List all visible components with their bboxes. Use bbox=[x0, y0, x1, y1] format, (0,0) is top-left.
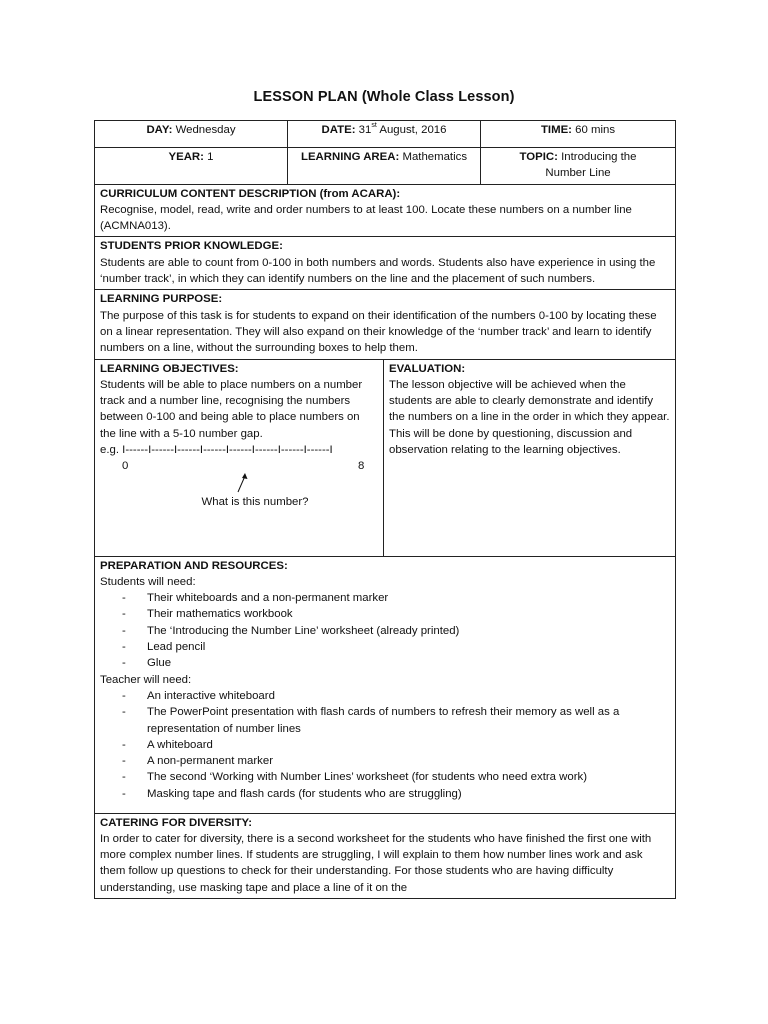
date-cell bbox=[288, 121, 481, 148]
resources-row bbox=[95, 556, 676, 813]
list-item: - A whiteboard bbox=[100, 737, 670, 753]
time-cell bbox=[481, 121, 676, 148]
list-item: - The ‘Introducing the Number Line’ worksheet (already printed) bbox=[100, 623, 670, 639]
dash-bullet: - bbox=[122, 592, 126, 605]
objectives-text: Students will be able to place numbers on a number track and a number line, recognising the numbers between 0-100 and being able to place numbers on the line with a 5-10 number gap. bbox=[100, 378, 363, 440]
day-cell bbox=[95, 121, 288, 148]
time-value: 60 mins bbox=[575, 124, 616, 136]
dash-bullet: - bbox=[122, 641, 126, 654]
header-row-1 bbox=[95, 121, 676, 148]
learning-area-cell bbox=[288, 148, 481, 185]
date-rest: August, 2016 bbox=[379, 124, 447, 136]
year-label: YEAR: bbox=[168, 151, 204, 163]
list-item: - Glue bbox=[100, 655, 670, 671]
year-value: 1 bbox=[207, 151, 214, 163]
number-line-start-label: 0 bbox=[122, 460, 129, 473]
day-value: Wednesday bbox=[175, 124, 236, 136]
date-label: DATE: bbox=[321, 124, 356, 136]
purpose-row bbox=[95, 290, 676, 359]
prior-knowledge-text: Students are able to count from 0-100 in both numbers and words. Students also have experience in using the ‘number track’, in which they can identify numbers on the line and the placement of such numbers. bbox=[100, 256, 656, 286]
diversity-heading: CATERING FOR DIVERSITY: bbox=[100, 816, 253, 829]
purpose-cell bbox=[95, 290, 676, 359]
diversity-cell bbox=[95, 813, 676, 898]
prior-knowledge-heading: STUDENTS PRIOR KNOWLEDGE: bbox=[100, 240, 283, 253]
resources-cell bbox=[95, 556, 676, 813]
curriculum-heading: CURRICULUM CONTENT DESCRIPTION (from ACARA): bbox=[100, 187, 401, 200]
dash-bullet: - bbox=[122, 755, 126, 768]
dash-bullet: - bbox=[122, 689, 126, 702]
list-item: - A non-permanent marker bbox=[100, 753, 670, 769]
date-day: 31 bbox=[358, 124, 372, 136]
learning-area-label: LEARNING AREA: bbox=[300, 151, 400, 163]
number-line-labels bbox=[100, 458, 378, 476]
prior-knowledge-row bbox=[95, 237, 676, 290]
students-need-label: Students will need: bbox=[100, 575, 196, 588]
teacher-need-label: Teacher will need: bbox=[100, 673, 192, 686]
number-line-question: What is this number? bbox=[201, 496, 309, 509]
dash-bullet: - bbox=[122, 738, 126, 751]
dash-bullet: - bbox=[122, 657, 126, 670]
evaluation-text: The lesson objective will be achieved when the students are able to clearly demonstrate and identify the numbers on a line in the order in which they appear. This will be done by questioning, discussion and observation relating to the learning objectives. bbox=[389, 378, 670, 457]
objectives-heading: LEARNING OBJECTIVES: bbox=[100, 362, 239, 375]
curriculum-text: Recognise, model, read, write and order numbers to at least 100. Locate these numbers on a number line (ACMNA013). bbox=[100, 203, 632, 233]
diversity-row bbox=[95, 813, 676, 898]
dash-bullet: - bbox=[122, 771, 126, 784]
objectives-row bbox=[95, 359, 676, 556]
topic-cell bbox=[481, 148, 676, 185]
number-line-example: e.g. I------I------I------I------I------I------I------I------I bbox=[100, 444, 333, 457]
list-item: - Lead pencil bbox=[100, 639, 670, 655]
topic-label: TOPIC: bbox=[519, 151, 558, 163]
curriculum-cell bbox=[95, 184, 676, 237]
list-item: - Masking tape and flash cards (for students who are struggling) bbox=[100, 786, 670, 802]
list-item: - An interactive whiteboard bbox=[100, 688, 670, 704]
lesson-plan-table bbox=[94, 120, 676, 899]
purpose-text: The purpose of this task is for students to expand on their identification of the numbers 0-100 by locating these on a linear representation. They will also expand on their knowledge of the ‘number track’ and learn to identify numbers on a line, without the surrounding boxes to help them. bbox=[100, 309, 657, 355]
date-suffix: st bbox=[371, 122, 377, 130]
curriculum-row bbox=[95, 184, 676, 237]
students-resources-list bbox=[100, 590, 670, 671]
list-item: - The second ‘Working with Number Lines’ worksheet (for students who need extra work) bbox=[100, 769, 670, 785]
objectives-cell bbox=[95, 359, 384, 556]
purpose-heading: LEARNING PURPOSE: bbox=[100, 293, 223, 306]
evaluation-heading: EVALUATION: bbox=[389, 362, 466, 375]
dash-bullet: - bbox=[122, 706, 126, 719]
dash-bullet: - bbox=[122, 608, 126, 621]
resources-heading: PREPARATION AND RESOURCES: bbox=[100, 559, 288, 572]
teacher-resources-list bbox=[100, 688, 670, 802]
number-line-end-label: 8 bbox=[358, 460, 365, 473]
list-item: - The PowerPoint presentation with flash cards of numbers to refresh their memory as well as a representation of number lines bbox=[122, 706, 620, 735]
header-row-2 bbox=[95, 148, 676, 185]
diversity-text: In order to cater for diversity, there is a second worksheet for the students who have finished the first one with more complex number lines. If students are struggling, I will explain to them how number lines work and ask them follow up questions to check for their understanding. For those students who are having difficulty understanding, use masking tape and place a line of it on the bbox=[100, 832, 652, 894]
evaluation-cell bbox=[384, 359, 676, 556]
prior-knowledge-cell bbox=[95, 237, 676, 290]
learning-area-value: Mathematics bbox=[402, 151, 468, 163]
list-item: - Their mathematics workbook bbox=[100, 606, 670, 622]
year-cell bbox=[95, 148, 288, 185]
list-item: - Their whiteboards and a non-permanent marker bbox=[100, 590, 670, 606]
dash-bullet: - bbox=[122, 624, 126, 637]
dash-bullet: - bbox=[122, 787, 126, 800]
page-title: LESSON PLAN (Whole Class Lesson) bbox=[253, 89, 515, 105]
time-label: TIME: bbox=[540, 124, 572, 136]
topic-value: Introducing the Number Line bbox=[545, 151, 637, 180]
day-label: DAY: bbox=[146, 124, 173, 136]
